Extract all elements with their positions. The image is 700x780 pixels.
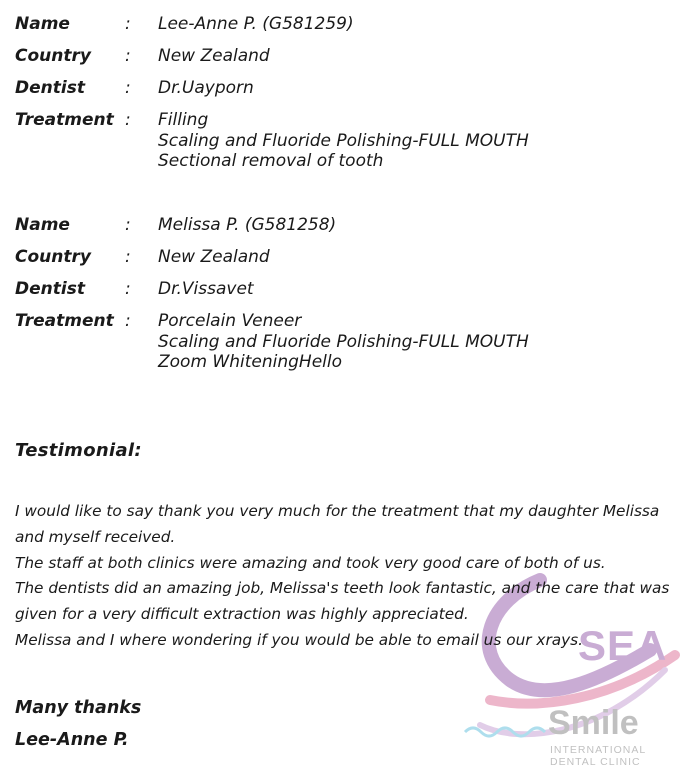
field-separator: : (125, 311, 131, 331)
treatment-item: Sectional removal of tooth (158, 151, 384, 171)
patient-country-value: New Zealand (158, 46, 270, 66)
patient-record-1 (15, 14, 685, 172)
treatment-item: Scaling and Fluoride Polishing-FULL MOUTH (158, 331, 529, 352)
patient-name-row (15, 14, 685, 35)
patient-treatment-row (15, 311, 685, 373)
field-label: Name (15, 14, 70, 34)
field-label: Name (15, 215, 70, 235)
logo-subtitle-line: INTERNATIONAL (550, 744, 647, 756)
logo-name: Smile (548, 704, 639, 742)
testimonial-body (15, 499, 690, 654)
testimonial-heading: Testimonial: (15, 440, 142, 461)
treatment-item: Scaling and Fluoride Polishing-FULL MOUTH (158, 130, 529, 151)
testimonial-paragraph: The dentists did an amazing job, Melissa's teeth look fantastic, and the care that was given for a very difficult extraction was highly appreciated. (15, 579, 670, 624)
field-separator: : (125, 215, 131, 235)
field-label: Country (15, 46, 91, 66)
patient-country-row (15, 46, 685, 67)
testimonial-paragraph: I would like to say thank you very much for the treatment that my daughter Melissa and myself received. (15, 502, 660, 546)
testimonial-paragraph: Melissa and I where wondering if you would be able to email us our xrays. (15, 630, 584, 649)
field-separator: : (125, 247, 131, 267)
testimonial-paragraph: The staff at both clinics were amazing and took very good care of both of us. (15, 553, 606, 572)
treatment-list (158, 311, 685, 373)
treatment-item: Porcelain Veneer (158, 311, 302, 331)
field-label: Treatment (15, 311, 114, 331)
field-label: Country (15, 247, 91, 267)
patient-name-value: Lee-Anne P. (G581259) (158, 14, 354, 34)
signoff (15, 692, 141, 756)
field-separator: : (125, 46, 131, 66)
logo-subtitle-line: DENTAL CLINIC (550, 756, 641, 768)
patient-record-2 (15, 215, 685, 373)
patient-dentist-value: Dr.Uayporn (158, 78, 254, 98)
treatment-item: Zoom WhiteningHello (158, 352, 342, 372)
patient-dentist-row (15, 279, 685, 300)
field-label: Dentist (15, 78, 85, 98)
patient-dentist-row (15, 78, 685, 99)
closing-text: Many thanks (15, 698, 142, 718)
field-separator: : (125, 14, 131, 34)
patient-name-value: Melissa P. (G581258) (158, 215, 337, 235)
patient-country-row (15, 247, 685, 268)
signature-text: Lee-Anne P. (15, 730, 129, 750)
treatment-list (158, 110, 685, 172)
field-label: Dentist (15, 279, 85, 299)
logo-subtitle (550, 744, 646, 768)
patient-country-value: New Zealand (158, 247, 270, 267)
patient-treatment-row (15, 110, 685, 172)
field-separator: : (125, 78, 131, 98)
field-label: Treatment (15, 110, 114, 130)
patient-name-row (15, 215, 685, 236)
field-separator: : (125, 279, 131, 299)
treatment-item: Filling (158, 110, 209, 130)
logo-brand: SEA (578, 622, 668, 669)
field-separator: : (125, 110, 131, 130)
patient-dentist-value: Dr.Vissavet (158, 279, 254, 299)
